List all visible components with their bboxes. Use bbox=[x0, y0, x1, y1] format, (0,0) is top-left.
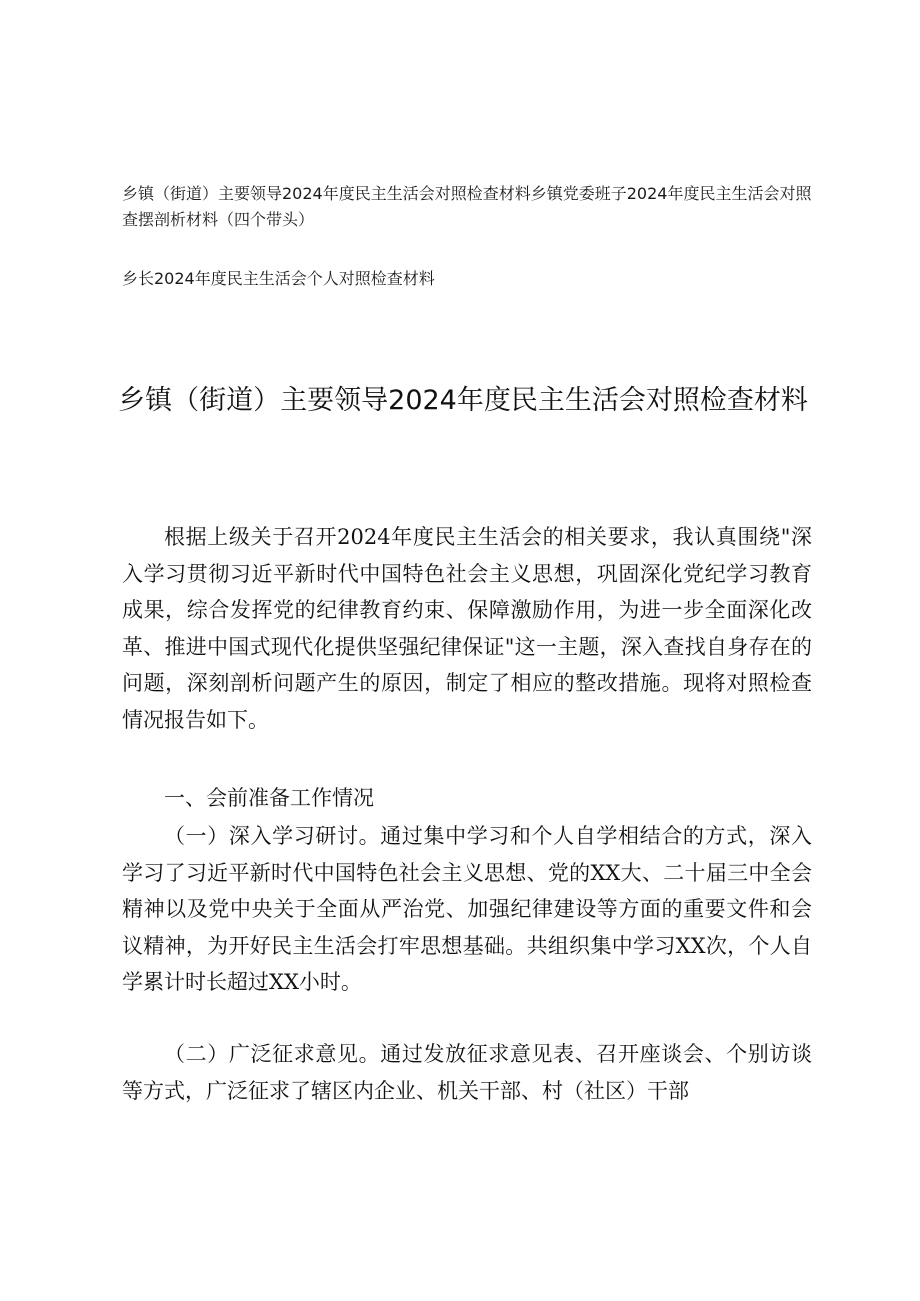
section-heading-1: 一、会前准备工作情况 bbox=[164, 786, 374, 810]
intro-paragraph: 根据上级关于召开2024年度民主生活会的相关要求，我认真围绕"深入学习贯彻习近平新时代中国特色社会主义思想，巩固深化党纪学习教育成果，综合发挥党的纪律教育约束、保障激励作用，为进一步全面深化改革、推进中国式现代化提供坚强纪律保证"这一主题，深入查找自身存在的问题，深刻剖析问题产生的原因，制定了相应的整改措施。现将对照检查情况报告如下。 bbox=[122, 525, 812, 732]
study-paragraph: （一）深入学习研讨。通过集中学习和个人自学相结合的方式，深入学习了习近平新时代中国特色社会主义思想、党的XX大、二十届三中全会精神以及党中央关于全面从严治党、加强纪律建设等方面的重要文件和会议精神，为开好民主生活会打牢思想基础。共组织集中学习XX次，个人自学累计时长超过XX小时。 bbox=[122, 824, 812, 994]
opinions-paragraph: （二）广泛征求意见。通过发放征求意见表、召开座谈会、个别访谈等方式，广泛征求了辖区内企业、机关干部、村（社区）干部 bbox=[122, 1042, 812, 1103]
toc-entry-1: 乡镇（街道）主要领导2024年度民主生活会对照检查材料乡镇党委班子2024年度民主生活会对照查摆剖析材料（四个带头） bbox=[122, 184, 812, 229]
document-title: 乡镇（街道）主要领导2024年度民主生活会对照检查材料 bbox=[118, 385, 808, 416]
toc-entry-2: 乡长2024年度民主生活会个人对照检查材料 bbox=[122, 269, 435, 288]
